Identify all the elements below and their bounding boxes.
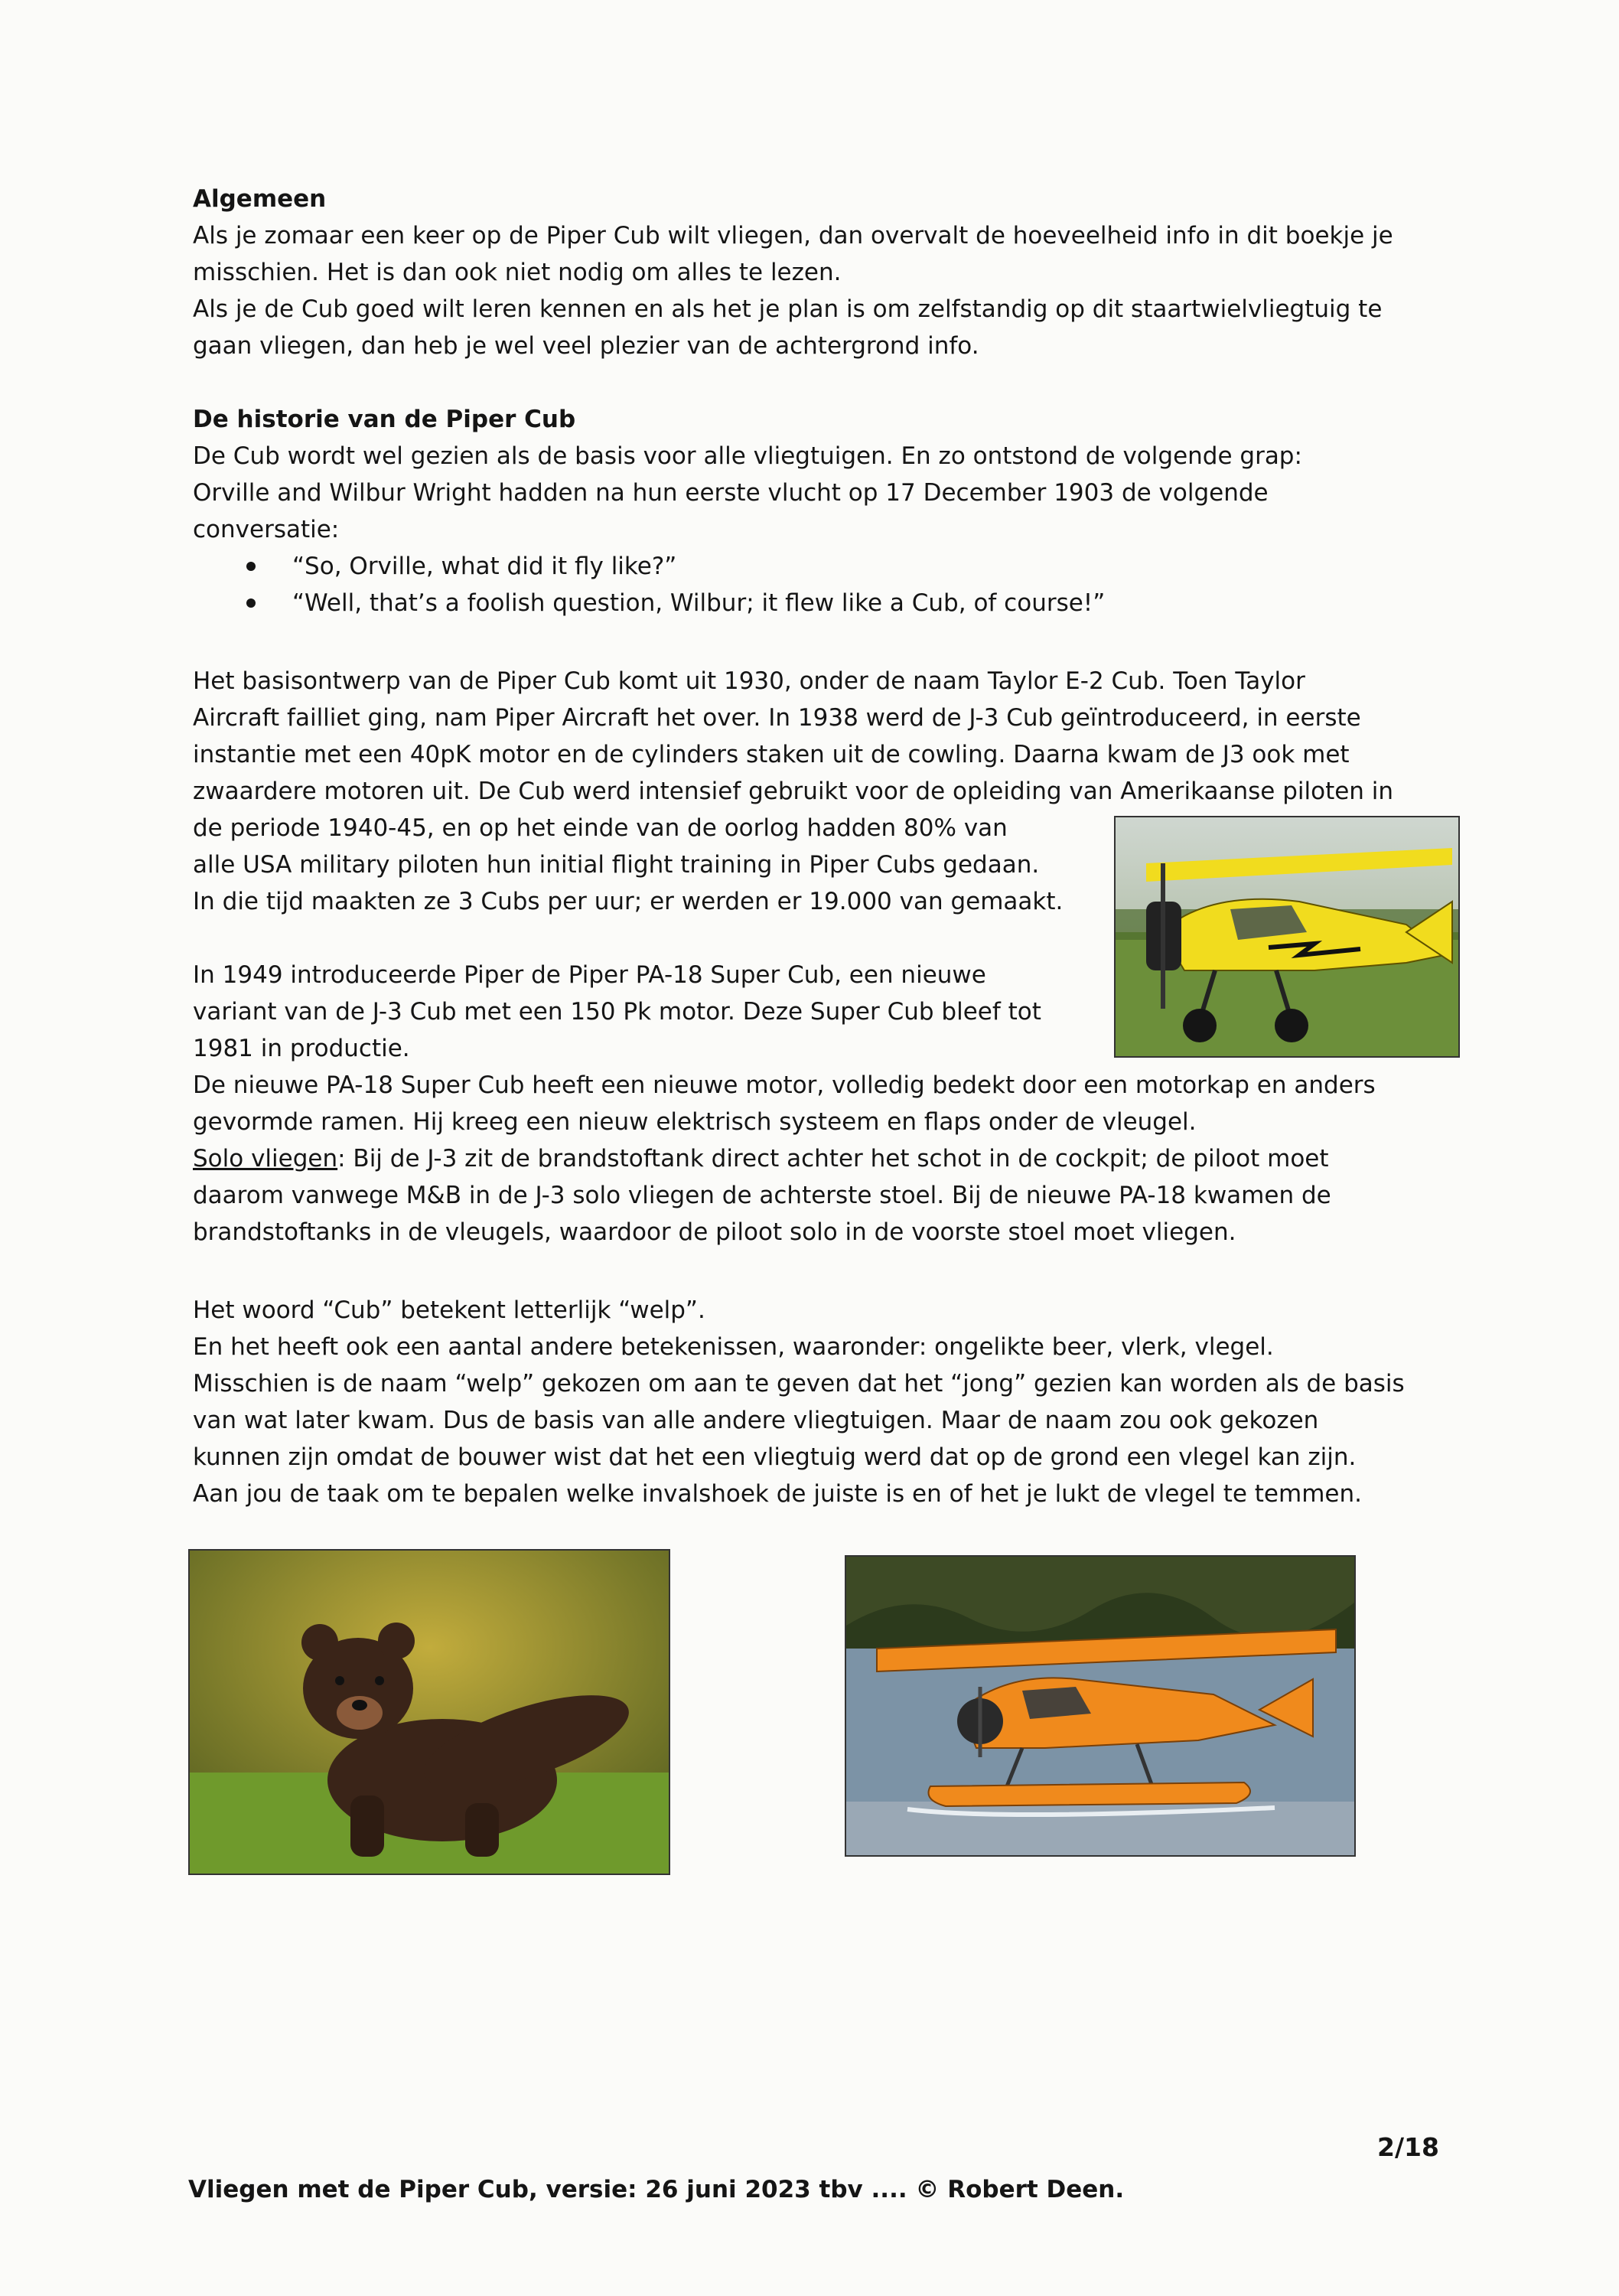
list-item: “So, Orville, what did it fly like?” bbox=[193, 548, 1448, 585]
footer-text: Vliegen met de Piper Cub, versie: 26 juni 2023 tbv .... © Robert Deen. bbox=[188, 2176, 1125, 2203]
section-historie bbox=[193, 401, 1448, 621]
paragraph-line: En het heeft ook een aantal andere betekenissen, waaronder: ongelikte beer, vlerk, vlegel. bbox=[193, 1333, 1274, 1361]
quote-list bbox=[193, 548, 1448, 621]
float-plane-illustration bbox=[846, 1557, 1354, 1855]
paragraph-line: Orville and Wilbur Wright hadden na hun eerste vlucht op 17 December 1903 de volgende bbox=[193, 479, 1269, 507]
section-algemeen bbox=[193, 181, 1448, 364]
page-number: 2/18 bbox=[1377, 2132, 1439, 2162]
paragraph-line: gaan vliegen, dan heb je wel veel plezier van de achtergrond info. bbox=[193, 332, 979, 360]
float-plane-photo bbox=[845, 1555, 1356, 1857]
section-welp bbox=[193, 1292, 1448, 1512]
solo-label: Solo vliegen bbox=[193, 1145, 338, 1172]
paragraph-line: daarom vanwege M&B in de J-3 solo vliegen de achterste stoel. Bij de nieuwe PA-18 kwamen de bbox=[193, 1182, 1331, 1209]
paragraph-line: misschien. Het is dan ook niet nodig om alles te lezen. bbox=[193, 259, 842, 286]
paragraph-line: brandstoftanks in de vleugels, waardoor de piloot solo in de voorste stoel moet vliegen. bbox=[193, 1218, 1236, 1246]
paragraph-line: De Cub wordt wel gezien als de basis voor alle vliegtuigen. En zo ontstond de volgende grap: bbox=[193, 442, 1302, 470]
solo-paragraph-line bbox=[193, 1140, 1448, 1177]
paragraph-line: instantie met een 40pK motor en de cylinders staken uit de cowling. Daarna kwam de J3 ook met bbox=[193, 741, 1350, 768]
heading-algemeen: Algemeen bbox=[193, 185, 327, 213]
list-item: “Well, that’s a foolish question, Wilbur; it flew like a Cub, of course!” bbox=[193, 585, 1448, 621]
paragraph-line: De nieuwe PA-18 Super Cub heeft een nieuwe motor, volledig bedekt door een motorkap en anders bbox=[193, 1071, 1376, 1099]
paragraph-line: Het woord “Cub” betekent letterlijk “welp”. bbox=[193, 1296, 705, 1324]
paragraph-line: alle USA military piloten hun initial flight training in Piper Cubs gedaan. bbox=[193, 851, 1040, 879]
paragraph-line: variant van de J-3 Cub met een 150 Pk motor. Deze Super Cub bleef tot bbox=[193, 998, 1041, 1026]
yellow-piper-cub-photo bbox=[1114, 816, 1460, 1058]
paragraph-line: Aan jou de taak om te bepalen welke invalshoek de juiste is en of het je lukt de vlegel te temmen. bbox=[193, 1480, 1362, 1508]
paragraph-line: Aircraft failliet ging, nam Piper Aircraft het over. In 1938 werd de J-3 Cub geïntroduceerd, in eerste bbox=[193, 704, 1361, 732]
bear-cub-photo bbox=[188, 1549, 670, 1875]
paragraph-line: In die tijd maakten ze 3 Cubs per uur; er werden er 19.000 van gemaakt. bbox=[193, 888, 1064, 915]
paragraph-line: Als je zomaar een keer op de Piper Cub wilt vliegen, dan overvalt de hoeveelheid info in dit boekje je bbox=[193, 222, 1393, 249]
paragraph-line: zwaardere motoren uit. De Cub werd intensief gebruikt voor de opleiding van Amerikaanse piloten in bbox=[193, 778, 1394, 805]
heading-historie: De historie van de Piper Cub bbox=[193, 406, 576, 433]
paragraph-line: de periode 1940-45, en op het einde van de oorlog hadden 80% van bbox=[193, 814, 1008, 842]
yellow-piper-cub-illustration bbox=[1116, 817, 1458, 1056]
paragraph-line: van wat later kwam. Dus de basis van alle andere vliegtuigen. Maar de naam zou ook gekozen bbox=[193, 1407, 1319, 1434]
paragraph-line: Als je de Cub goed wilt leren kennen en als het je plan is om zelfstandig op dit staartwielvliegtuig te bbox=[193, 295, 1383, 323]
paragraph-line: Misschien is de naam “welp” gekozen om aan te geven dat het “jong” gezien kan worden als de basis bbox=[193, 1370, 1405, 1397]
paragraph-line: kunnen zijn omdat de bouwer wist dat het een vliegtuig werd dat op de grond een vlegel kan zijn. bbox=[193, 1443, 1357, 1471]
paragraph-line: In 1949 introduceerde Piper de Piper PA-18 Super Cub, een nieuwe bbox=[193, 961, 986, 989]
paragraph-line: 1981 in productie. bbox=[193, 1035, 410, 1062]
paragraph-line: gevormde ramen. Hij kreeg een nieuw elektrisch systeem en flaps onder de vleugel. bbox=[193, 1108, 1197, 1136]
solo-text: : Bij de J-3 zit de brandstoftank direct achter het schot in de cockpit; de piloot moet bbox=[337, 1145, 1329, 1172]
paragraph-line: Het basisontwerp van de Piper Cub komt uit 1930, onder de naam Taylor E-2 Cub. Toen Taylor bbox=[193, 667, 1305, 695]
bear-cub-illustration bbox=[190, 1551, 669, 1874]
paragraph-line: conversatie: bbox=[193, 516, 340, 543]
